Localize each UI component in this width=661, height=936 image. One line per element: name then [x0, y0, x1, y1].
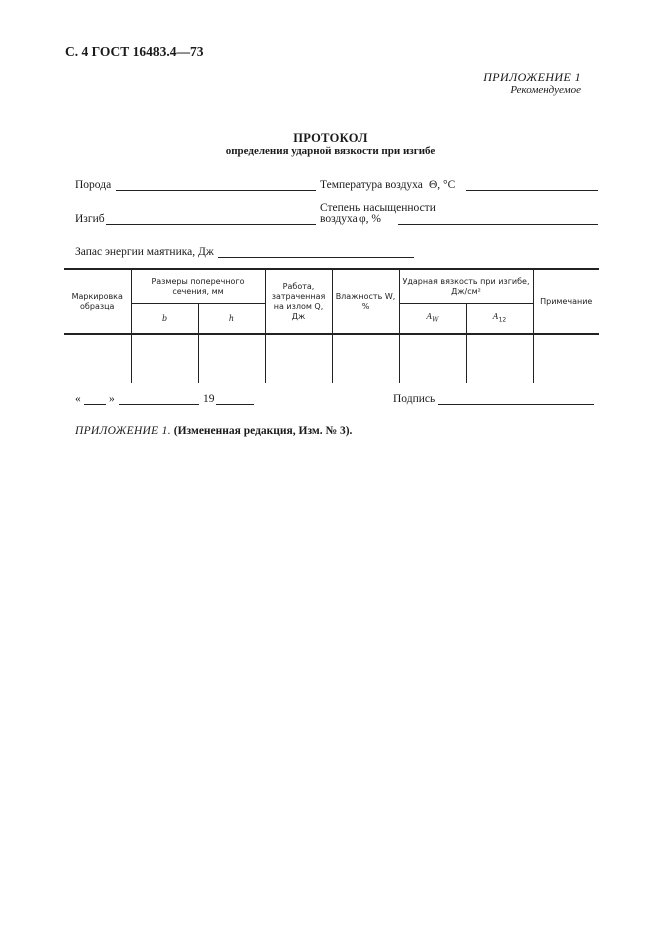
saturation-label-line1: Степень насыщенности — [320, 202, 436, 214]
col-a12-subscript: 12 — [498, 317, 507, 325]
amendment-note-text: (Измененная редакция, Изм. № 3). — [173, 425, 353, 437]
species-label: Порода — [75, 179, 112, 191]
table-cell[interactable] — [332, 334, 399, 383]
table-cell[interactable] — [131, 334, 198, 383]
appendix-status: Рекомендуемое — [510, 84, 581, 97]
table-cell[interactable] — [466, 334, 533, 383]
appendix-label — [483, 71, 581, 96]
saturation-units: φ, % — [359, 213, 381, 225]
protocol-subtitle: определения ударной вязкости при изгибе — [225, 145, 436, 157]
col-aw-header — [399, 304, 466, 335]
col-toughness-header: Ударная вязкость при изгибе, Дж/см² — [399, 269, 533, 304]
date-day-field[interactable] — [84, 404, 106, 405]
table-cell[interactable] — [265, 334, 332, 383]
page-header: С. 4 ГОСТ 16483.4—73 — [65, 44, 204, 59]
col-a12-symbol: A — [492, 312, 499, 322]
saturation-field[interactable] — [398, 224, 598, 225]
date-quote-close: » — [109, 393, 115, 405]
table-cell[interactable] — [399, 334, 466, 383]
saturation-label-line2: воздуха — [320, 213, 358, 225]
bending-field[interactable] — [106, 224, 316, 225]
col-work-header — [265, 269, 332, 334]
protocol-title: ПРОТОКОЛ — [293, 131, 368, 145]
air-temp-units: Θ, °С — [429, 179, 456, 191]
table-row — [64, 334, 599, 383]
col-a12-header — [466, 304, 533, 335]
air-temp-label: Температура воздуха — [320, 179, 423, 191]
col-work-label: Работа, затраченная на излом Q, Дж — [271, 281, 326, 321]
col-dim-h-header: h — [198, 304, 265, 335]
bending-label: Изгиб — [75, 213, 105, 225]
col-aw-subscript: W — [432, 317, 439, 325]
appendix-title: ПРИЛОЖЕНИЕ 1 — [483, 70, 581, 84]
col-marking-header: Маркировка образца — [64, 269, 131, 334]
amendment-note — [75, 425, 352, 437]
species-field[interactable] — [116, 190, 316, 191]
table-cell[interactable] — [533, 334, 599, 383]
col-note-header: Примечание — [533, 269, 599, 334]
col-dimensions-header: Размеры поперечного сечения, мм — [131, 269, 265, 304]
date-year-prefix: 19 — [203, 393, 215, 405]
table-cell[interactable] — [64, 334, 131, 383]
date-year-field[interactable] — [216, 404, 254, 405]
protocol-table — [64, 268, 599, 383]
col-dim-b-header: b — [131, 304, 198, 335]
air-temp-field[interactable] — [466, 190, 598, 191]
date-quote-open: « — [75, 393, 81, 405]
col-aw-symbol: A — [426, 312, 433, 322]
col-moisture-header: Влажность W, % — [332, 269, 399, 334]
date-month-field[interactable] — [119, 404, 199, 405]
signature-label: Подпись — [393, 393, 436, 405]
signature-field[interactable] — [438, 404, 594, 405]
pendulum-field[interactable] — [218, 257, 414, 258]
table-cell[interactable] — [198, 334, 265, 383]
amendment-note-lead: ПРИЛОЖЕНИЕ 1. — [75, 425, 171, 437]
pendulum-label: Запас энергии маятника, Дж — [75, 246, 214, 258]
